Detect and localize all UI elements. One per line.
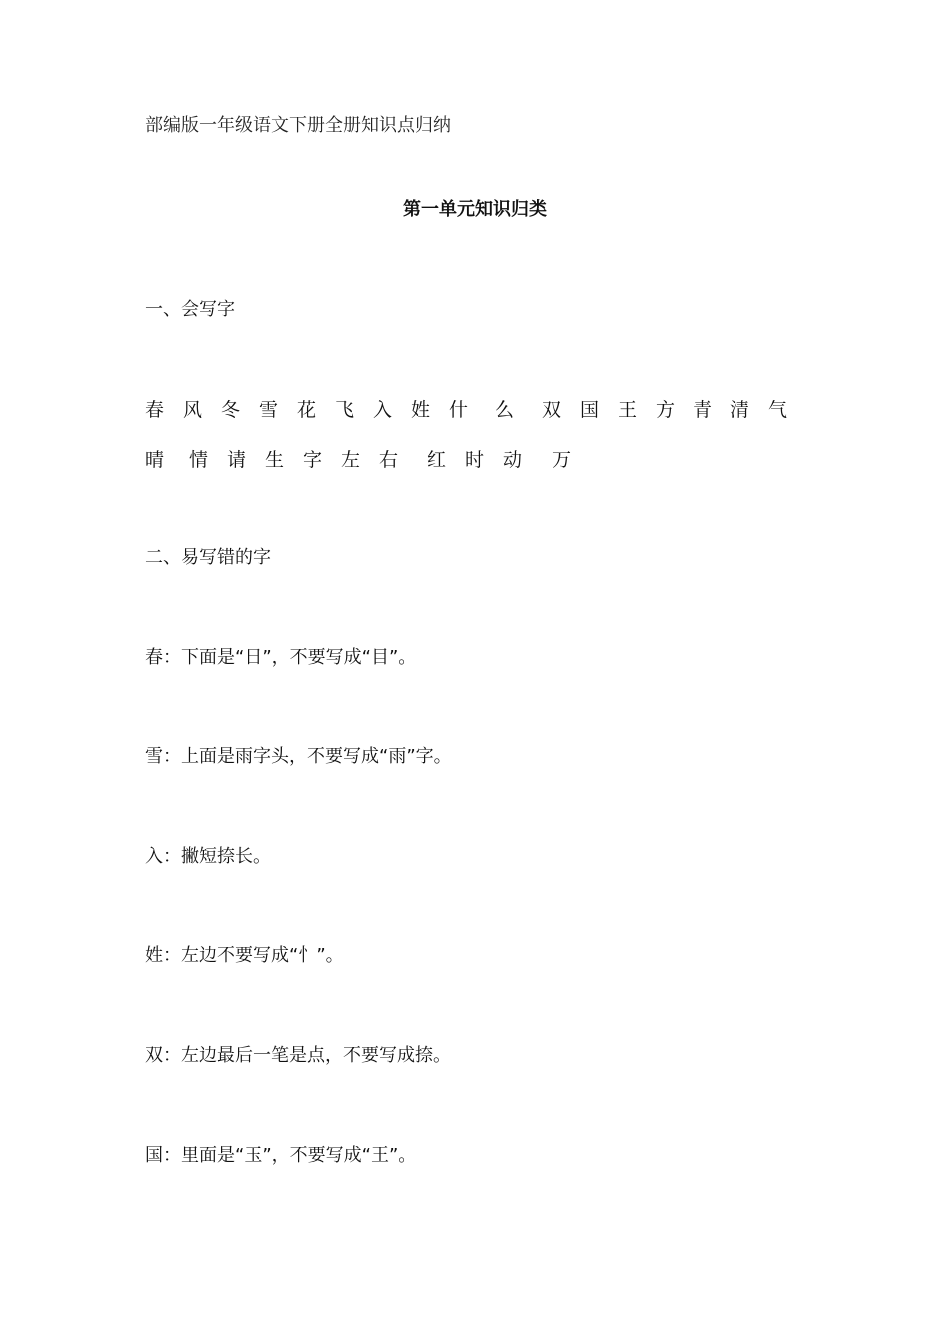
character: 方 (656, 399, 676, 421)
character: 入 (373, 399, 393, 421)
character: 双 (542, 399, 562, 421)
character: 字 (303, 449, 323, 471)
note-item: 姓：左边不要写成“忄”。 (145, 945, 344, 966)
character: 飞 (335, 399, 355, 421)
character: 什 (449, 399, 469, 421)
character-row-1 (145, 397, 845, 423)
document-title: 部编版一年级语文下册全册知识点归纳 (145, 115, 451, 136)
character: 请 (227, 449, 247, 471)
unit-title: 第一单元知识归类 (403, 199, 547, 220)
character: 风 (183, 399, 203, 421)
note-item: 春：下面是“日”，不要写成“目”。 (145, 647, 417, 668)
character: 时 (465, 449, 485, 471)
character: 姓 (411, 399, 431, 421)
character: 右 (379, 449, 399, 471)
character: 清 (730, 399, 750, 421)
note-item: 国：里面是“玉”，不要写成“王”。 (145, 1145, 417, 1166)
character: 气 (768, 399, 788, 421)
section-heading-writing-characters: 一、会写字 (145, 299, 235, 320)
character: 春 (145, 399, 165, 421)
character: 国 (580, 399, 600, 421)
character: 万 (552, 449, 572, 471)
character-row-2-items (145, 447, 845, 473)
section-heading-error-prone-characters: 二、易写错的字 (145, 547, 271, 568)
character: 红 (427, 449, 447, 471)
character: 么 (495, 399, 515, 421)
character: 冬 (221, 399, 241, 421)
character: 左 (341, 449, 361, 471)
character: 花 (297, 399, 317, 421)
note-item: 入：撇短捺长。 (145, 846, 271, 867)
character: 情 (189, 449, 209, 471)
character: 青 (693, 399, 713, 421)
character: 雪 (259, 399, 279, 421)
character: 王 (618, 399, 638, 421)
note-item: 双：左边最后一笔是点，不要写成捺。 (145, 1045, 451, 1066)
note-item: 雪：上面是雨字头，不要写成“雨”字。 (145, 746, 452, 767)
character: 动 (503, 449, 523, 471)
character: 晴 (145, 449, 165, 471)
character: 生 (265, 449, 285, 471)
